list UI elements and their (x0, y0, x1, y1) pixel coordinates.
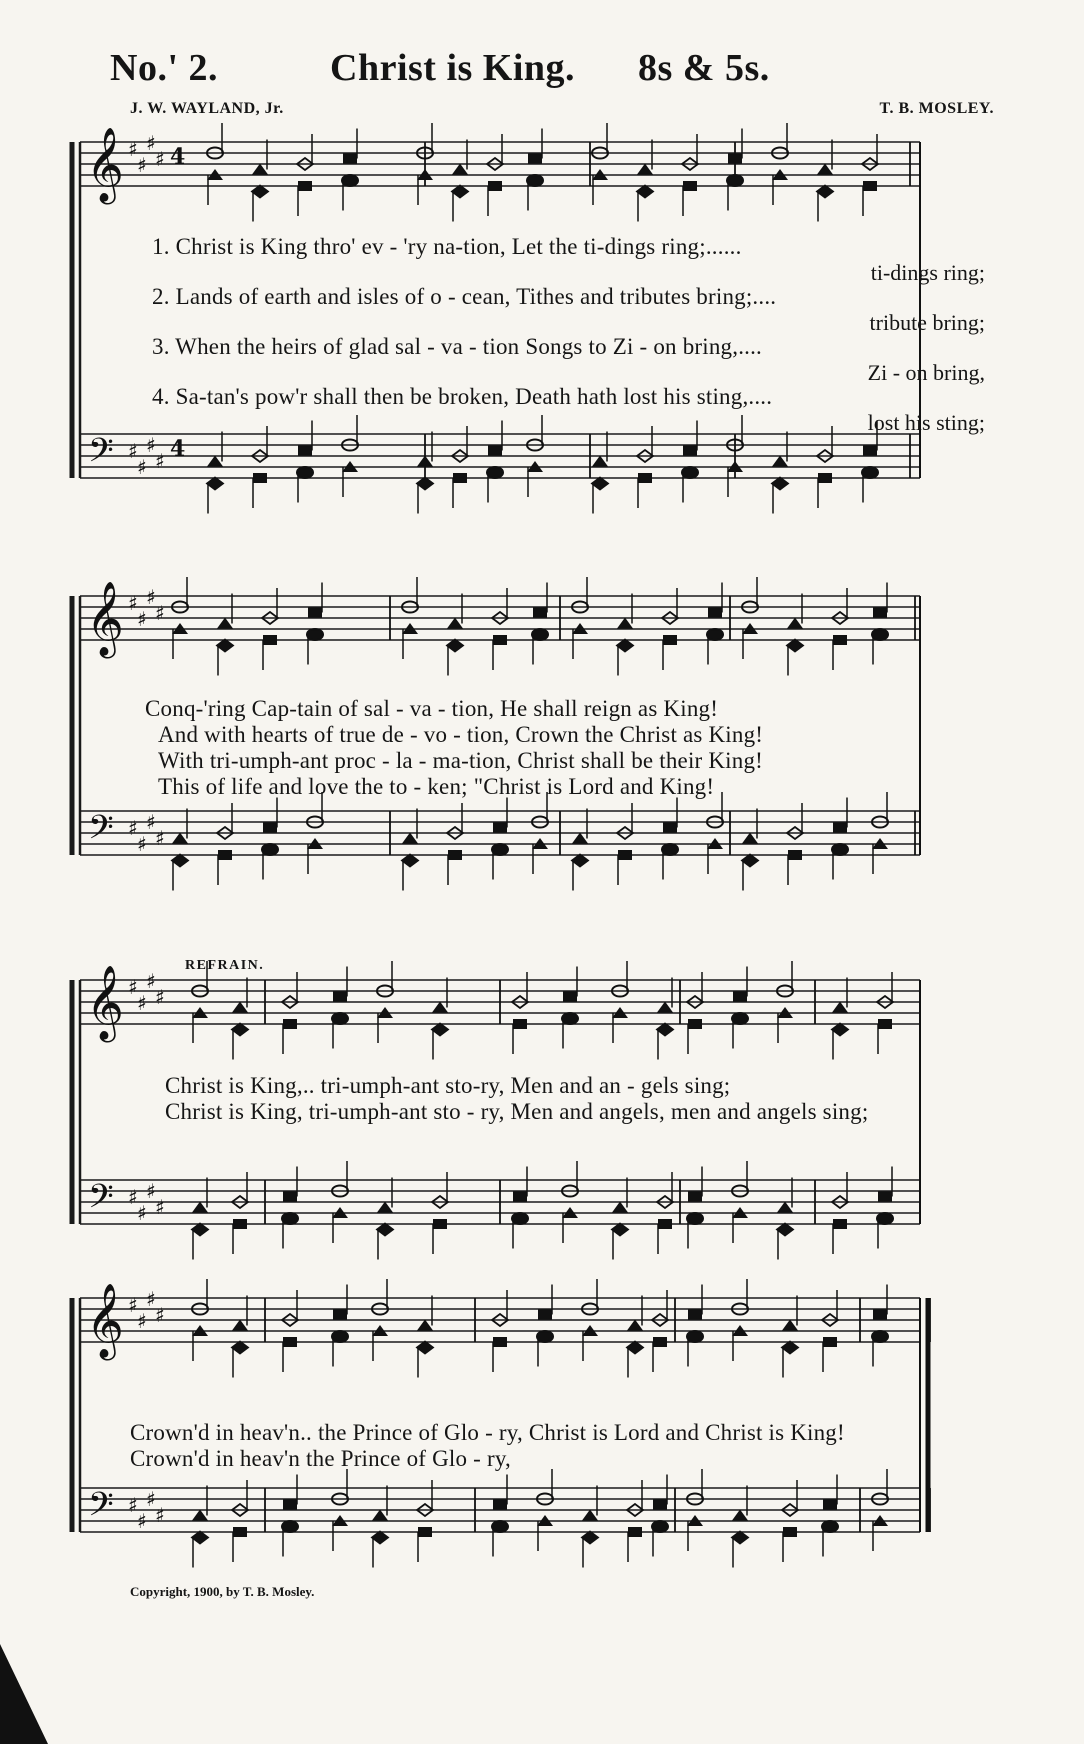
note-head (823, 1500, 837, 1510)
note-head (582, 1532, 598, 1544)
music-system-1 (80, 130, 1020, 530)
sharp-icon: ♯ (128, 439, 138, 463)
note-head (513, 1019, 527, 1029)
sharp-icon: ♯ (137, 607, 147, 631)
sharp-icon: ♯ (146, 969, 156, 993)
note-head (512, 1213, 528, 1224)
sharp-icon: ♯ (155, 147, 165, 171)
note-head (788, 850, 802, 860)
note-head (833, 823, 847, 833)
sharp-icon: ♯ (137, 1309, 147, 1333)
sharp-icon: ♯ (128, 591, 138, 615)
note-head (488, 446, 502, 456)
verse-line-1: 1. Christ is King thro' ev - 'ry na-tion, Let the ti-dings ring;...... (152, 234, 742, 259)
note-head (262, 844, 278, 855)
note-head (333, 992, 347, 1002)
sharp-icon: ♯ (128, 1293, 138, 1317)
sharp-icon: ♯ (137, 1509, 147, 1533)
note-head (297, 467, 313, 478)
note-head (818, 473, 832, 483)
scan-shadow (0, 1644, 48, 1744)
note-head (252, 186, 268, 198)
note-head (732, 1532, 748, 1544)
treble-clef-icon: 𝄞 (86, 128, 124, 202)
treble-clef-icon: 𝄞 (86, 1284, 124, 1358)
note-head (192, 1532, 208, 1544)
note-head (872, 629, 888, 640)
note-head (592, 456, 608, 467)
sharp-icon: ♯ (128, 137, 138, 161)
refrain-label: REFRAIN. (185, 958, 265, 973)
note-head (207, 478, 223, 490)
note-head (433, 1219, 447, 1229)
sharp-icon: ♯ (146, 131, 156, 155)
note-head (402, 855, 418, 867)
note-head (772, 456, 788, 467)
note-head (617, 618, 633, 629)
note-head (727, 175, 743, 186)
sharp-icon: ♯ (146, 1487, 156, 1511)
note-head (283, 1019, 297, 1029)
verse-tail-2: tribute bring; (869, 310, 985, 335)
note-head (582, 1510, 598, 1521)
sharp-icon: ♯ (137, 455, 147, 479)
note-head (537, 1331, 553, 1342)
note-head (372, 1510, 388, 1521)
note-head (298, 181, 312, 191)
note-head (307, 629, 323, 640)
note-head (832, 1024, 848, 1036)
verse-line-3: With tri-umph-ant proc - la - ma-tion, Christ shall be their King! (158, 748, 764, 773)
note-head (833, 635, 847, 645)
sharp-icon: ♯ (137, 153, 147, 177)
note-head (447, 640, 463, 652)
refrain-line-1: Christ is King,.. tri-umph-ant sto-ry, Men and an - gels sing; (165, 1073, 731, 1098)
sharp-icon: ♯ (146, 1179, 156, 1203)
sharp-icon: ♯ (128, 1493, 138, 1517)
note-head (832, 1002, 848, 1013)
note-head (878, 1019, 892, 1029)
treble-clef-icon: 𝄞 (86, 966, 124, 1040)
note-head (282, 1213, 298, 1224)
note-head (218, 850, 232, 860)
note-head (432, 1024, 448, 1036)
note-head (862, 467, 878, 478)
sharp-icon: ♯ (128, 816, 138, 840)
note-head (172, 855, 188, 867)
note-head (782, 1320, 798, 1331)
verse-line-4: 4. Sa-tan's pow'r shall then be broken, Death hath lost his sting,.... (152, 384, 773, 409)
note-head (772, 478, 788, 490)
note-head (532, 629, 548, 640)
note-head (612, 1202, 628, 1213)
sharp-icon: ♯ (137, 832, 147, 856)
note-head (708, 608, 722, 618)
note-head (432, 1002, 448, 1013)
note-head (787, 640, 803, 652)
time-signature: 4 (170, 436, 186, 462)
treble-clef-icon: 𝄞 (86, 582, 124, 656)
lyricist-credit: J. W. WAYLAND, Jr. (130, 100, 284, 117)
note-head (683, 446, 697, 456)
note-head (863, 446, 877, 456)
note-head (448, 850, 462, 860)
note-head (618, 850, 632, 860)
note-head (658, 1219, 672, 1229)
note-head (627, 1320, 643, 1331)
note-head (612, 1224, 628, 1236)
note-head (817, 164, 833, 175)
note-head (492, 844, 508, 855)
note-head (377, 1202, 393, 1213)
note-head (417, 456, 433, 467)
note-head (617, 640, 633, 652)
note-head (332, 1013, 348, 1024)
note-head (417, 478, 433, 490)
composer-credit: T. B. MOSLEY. (879, 100, 994, 117)
note-head (533, 608, 547, 618)
note-head (452, 186, 468, 198)
note-head (492, 1521, 508, 1532)
verse-tail-3: Zi - on bring, (867, 360, 985, 385)
note-head (298, 446, 312, 456)
note-head (282, 1521, 298, 1532)
note-head (637, 164, 653, 175)
note-head (417, 1320, 433, 1331)
note-head (488, 181, 502, 191)
verse-tail-4: lost his sting; (867, 410, 985, 435)
note-head (873, 1310, 887, 1320)
bass-clef-icon: 𝄢 (88, 432, 114, 478)
note-head (283, 1500, 297, 1510)
music-system-refrain (80, 958, 1020, 1258)
note-head (283, 1337, 297, 1347)
verse-tail-1: ti-dings ring; (870, 260, 985, 285)
note-head (687, 1331, 703, 1342)
note-head (417, 1342, 433, 1354)
note-head (872, 1331, 888, 1342)
note-head (822, 1521, 838, 1532)
sharp-icon: ♯ (146, 433, 156, 457)
note-head (682, 467, 698, 478)
note-head (627, 1342, 643, 1354)
note-head (342, 175, 358, 186)
note-head (833, 1219, 847, 1229)
sharp-icon: ♯ (155, 1303, 165, 1327)
note-head (372, 1532, 388, 1544)
verse-line-3: 3. When the heirs of glad sal - va - tion Songs to Zi - on bring,.... (152, 334, 763, 359)
note-head (232, 1024, 248, 1036)
note-head (333, 1310, 347, 1320)
note-head (572, 833, 588, 844)
note-head (172, 833, 188, 844)
note-head (493, 635, 507, 645)
note-head (232, 1320, 248, 1331)
note-head (777, 1224, 793, 1236)
note-head (252, 164, 268, 175)
note-head (742, 855, 758, 867)
hymn-number: No.' 2. (110, 47, 218, 89)
bass-clef-icon: 𝄢 (88, 809, 114, 855)
note-head (263, 635, 277, 645)
hymn-title: Christ is King. (330, 47, 576, 89)
sharp-icon: ♯ (128, 975, 138, 999)
note-head (777, 1202, 793, 1213)
sharp-icon: ♯ (155, 601, 165, 625)
note-head (572, 855, 588, 867)
note-head (653, 1337, 667, 1347)
note-head (877, 1213, 893, 1224)
staff-lines (72, 142, 920, 478)
sharp-icon: ♯ (155, 985, 165, 1009)
refrain-line-2: Christ is King, tri-umph-ant sto - ry, Men and angels, men and angels sing; (165, 1099, 869, 1124)
closing-line-2: Crown'd in heav'n the Prince of Glo - ry, (130, 1446, 511, 1471)
note-head (733, 992, 747, 1002)
note-head (732, 1013, 748, 1024)
note-head (377, 1224, 393, 1236)
verse-line-1: Conq-'ring Cap-tain of sal - va - tion, He shall reign as King! (145, 696, 719, 721)
copyright-notice: Copyright, 1900, by T. B. Mosley. (130, 1584, 315, 1599)
note-head (707, 629, 723, 640)
note-head (233, 1527, 247, 1537)
note-head (688, 1192, 702, 1202)
music-system-4 (80, 1284, 1020, 1590)
note-head (652, 1521, 668, 1532)
note-head (782, 1342, 798, 1354)
sharp-icon: ♯ (146, 810, 156, 834)
note-head (493, 823, 507, 833)
note-head (688, 1019, 702, 1029)
note-head (873, 608, 887, 618)
note-head (332, 1331, 348, 1342)
note-head (657, 1024, 673, 1036)
note-head (493, 1337, 507, 1347)
note-head (402, 833, 418, 844)
note-head (192, 1510, 208, 1521)
note-head (528, 154, 542, 164)
note-head (687, 1213, 703, 1224)
note-head (817, 186, 833, 198)
note-head (728, 154, 742, 164)
sharp-icon: ♯ (155, 1503, 165, 1527)
note-head (832, 844, 848, 855)
note-head (628, 1527, 642, 1537)
note-head (538, 1310, 552, 1320)
note-head (783, 1527, 797, 1537)
note-head (453, 473, 467, 483)
note-head (563, 992, 577, 1002)
note-head (493, 1500, 507, 1510)
note-head (742, 833, 758, 844)
note-head (283, 1192, 297, 1202)
note-head (527, 175, 543, 186)
sharp-icon: ♯ (128, 1185, 138, 1209)
note-head (192, 1202, 208, 1213)
note-head (253, 473, 267, 483)
note-head (192, 1224, 208, 1236)
note-head (638, 473, 652, 483)
note-head (232, 1342, 248, 1354)
sharp-icon: ♯ (146, 585, 156, 609)
note-head (487, 467, 503, 478)
bass-clef-icon: 𝄢 (88, 1178, 114, 1224)
time-signature: 4 (170, 144, 186, 170)
note-head (217, 640, 233, 652)
sharp-icon: ♯ (155, 1195, 165, 1219)
sharp-icon: ♯ (137, 1201, 147, 1225)
sharp-icon: ♯ (155, 449, 165, 473)
note-head (878, 1192, 892, 1202)
note-head (513, 1192, 527, 1202)
note-head (657, 1002, 673, 1013)
note-head (447, 618, 463, 629)
note-head (732, 1510, 748, 1521)
note-head (232, 1002, 248, 1013)
note-head (592, 478, 608, 490)
note-head (263, 823, 277, 833)
bass-clef-icon: 𝄢 (88, 1486, 114, 1532)
verse-line-2: 2. Lands of earth and isles of o - cean, Tithes and tributes bring;.... (152, 284, 777, 309)
note-head (452, 164, 468, 175)
note-head (217, 618, 233, 629)
verse-line-2: And with hearts of true de - vo - tion, Crown the Christ as King! (158, 722, 764, 747)
note-head (823, 1337, 837, 1347)
closing-line-1: Crown'd in heav'n.. the Prince of Glo - ry, Christ is Lord and Christ is King! (130, 1420, 845, 1445)
sharp-icon: ♯ (137, 991, 147, 1015)
note-head (418, 1527, 432, 1537)
note-head (683, 181, 697, 191)
note-head (233, 1219, 247, 1229)
note-head (663, 635, 677, 645)
note-head (343, 154, 357, 164)
verse-line-4: This of life and love the to - ken; "Christ is Lord and King! (158, 774, 715, 799)
sharp-icon: ♯ (155, 826, 165, 850)
note-head (562, 1013, 578, 1024)
music-system-2 (80, 582, 1020, 908)
note-head (663, 823, 677, 833)
note-head (653, 1500, 667, 1510)
note-head (207, 456, 223, 467)
note-head (308, 608, 322, 618)
sharp-icon: ♯ (146, 1287, 156, 1311)
note-head (688, 1310, 702, 1320)
note-head (787, 618, 803, 629)
note-head (662, 844, 678, 855)
hymn-meter: 8s & 5s. (638, 47, 770, 89)
note-head (637, 186, 653, 198)
note-head (863, 181, 877, 191)
